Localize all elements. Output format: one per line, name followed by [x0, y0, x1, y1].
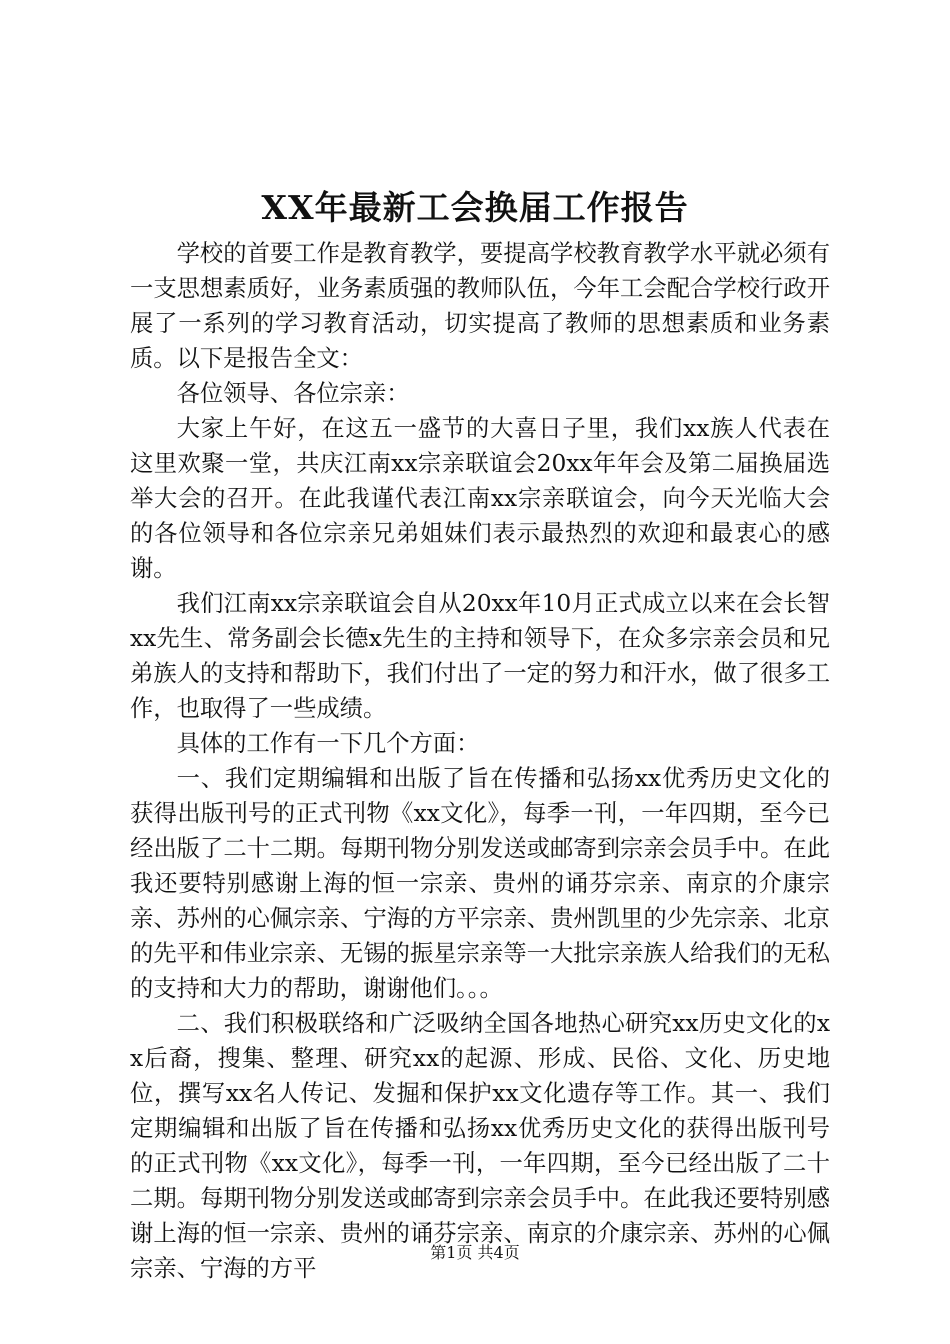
page-footer: 第1页 共4页: [430, 1243, 520, 1262]
paragraph-salutation: 各位领导、各位宗亲：: [176, 380, 410, 407]
paragraph-aspects-heading: 具体的工作有一下几个方面：: [176, 730, 480, 757]
paragraph-item-one: 一、我们定期编辑和出版了旨在传播和弘扬xx优秀历史文化的获得出版刊号的正式刊物《xx文化》，每季一刊，一年四期，至今已经出版了二十二期。每期刊物分别发送或邮寄到宗亲会员手中。在此我还要特别感谢上海的恒一宗亲、贵州的诵芬宗亲、南京的介康宗亲、苏州的心佩宗亲、宁海的方平宗亲、贵州凯里的少先宗亲、北京的先平和伟业宗亲、无锡的振星宗亲等一大批宗亲族人给我们的无私的支持和大力的帮助，谢谢他们。。。: [130, 765, 830, 1002]
paragraph-achievements: 我们江南xx宗亲联谊会自从20xx年10月正式成立以来在会长智xx先生、常务副会长德x先生的主持和领导下，在众多宗亲会员和兄弟族人的支持和帮助下，我们付出了一定的努力和汗水，做了很多工作，也取得了一些成绩。: [130, 590, 830, 722]
paragraph-item-two: 二、我们积极联络和广泛吸纳全国各地热心研究xx历史文化的xx后裔，搜集、整理、研究xx的起源、形成、民俗、文化、历史地位，撰写xx名人传记、发掘和保护xx文化遗存等工作。其一、我们定期编辑和出版了旨在传播和弘扬xx优秀历史文化的获得出版刊号的正式刊物《xx文化》，每季一刊，一年四期，至今已经出版了二十二期。每期刊物分别发送或邮寄到宗亲会员手中。在此我还要特别感谢上海的恒一宗亲、贵州的诵芬宗亲、南京的介康宗亲、苏州的心佩宗亲、宁海的方平: [130, 1010, 830, 1282]
paragraph-intro: 学校的首要工作是教育教学，要提高学校教育教学水平就必须有一支思想素质好，业务素质强的教师队伍，今年工会配合学校行政开展了一系列的学习教育活动，切实提高了教师的思想素质和业务素质。以下是报告全文：: [130, 240, 830, 372]
paragraph-greeting: 大家上午好，在这五一盛节的大喜日子里，我们xx族人代表在这里欢聚一堂，共庆江南xx宗亲联谊会20xx年年会及第二届换届选举大会的召开。在此我谨代表江南xx宗亲联谊会，向今天光临大会的各位领导和各位宗亲兄弟姐妹们表示最热烈的欢迎和最衷心的感谢。: [130, 415, 830, 582]
document-title: XX年最新工会换届工作报告: [261, 188, 689, 227]
document-body: [130, 236, 830, 1286]
